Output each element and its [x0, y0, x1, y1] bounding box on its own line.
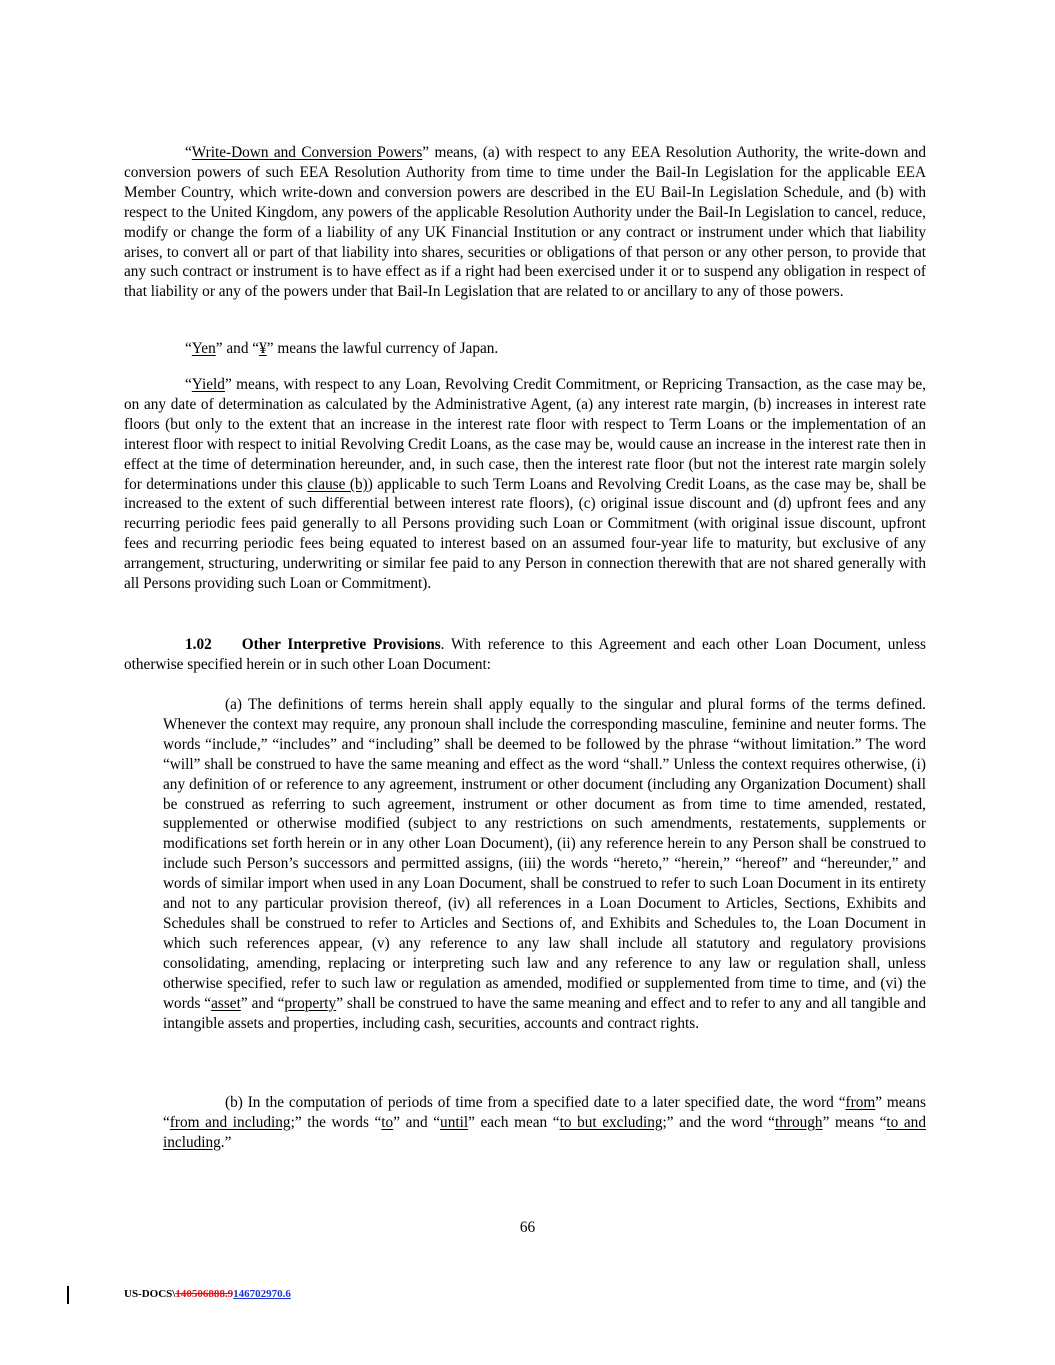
term-from: from [845, 1094, 876, 1111]
subsection-b-lead: (b) In the computation of periods of time from a specified date to a later specified date, the word “ [225, 1094, 846, 1111]
definition-text: ” means, (a) with respect to any EEA Resolution Authority, the write-down and conversion powers of such EEA Resolution Authority from time to time under the Bail-In Legislation for the applicable EEA Member Country, which write-down and conversion powers are described in the EU Bail-In Legislation Schedule, and (b) with respect to the United Kingdom, any powers of the applicable Resolution Authority under the Bail-In Legislation to cancel, reduce, modify or change the form of a liability of any UK Financial Institution or any contract or instrument under which that liability arises, to convert all or part of that liability into shares, securities or obligations of that person or any other person, to provide that any such contract or instrument is to have effect as if a right had been exercised under it or to suspend any obligation in respect of that liability or any of the powers under that Bail-In Legislation that are related to or ancillary to any of those powers. [124, 144, 926, 301]
footer-deleted-id: 140506888.9 [175, 1288, 234, 1300]
subsection-b [163, 1093, 926, 1153]
subsection-a [163, 695, 926, 1033]
subsection-a-text: (a) The definitions of terms herein shall apply equally to the singular and plural forms of the terms defined. Whenever the context may require, any pronoun shall include the corresponding masculine, feminine and neuter forms. The words “include,” “includes” and “including” shall be deemed to be followed by the phrase “without limitation.” The word “will” shall be construed to have the same meaning and effect as the word “shall.” Unless the context requires otherwise, (i) any definition of or reference to any agreement, instrument or other document (including any Organization Document) shall be construed as referring to such agreement, instrument or other document as from time to time amended, restated, supplemented or otherwise modified (subject to any restrictions on such amendments, restatements, supplements or modifications set forth herein or in any other Loan Document), (ii) any reference herein to any Person shall be construed to include such Person’s successors and permitted assigns, (iii) the words “hereto,” “herein,” “hereof” and “hereunder,” and words of similar import when used in any Loan Document, shall be construed to refer to such Loan Document in its entirety and not to any particular provision thereof, (iv) all references in a Loan Document to Articles, Sections, Exhibits and Schedules shall be construed to refer to Articles and Sections of, and Exhibits and Schedules to, the Loan Document in which such references appear, (v) any reference to any law shall include all statutory and regulatory provisions consolidating, amending, replacing or interpreting such law and any reference to any law or regulation shall, unless otherwise specified, refer to such law or regulation as amended, modified or supplemented from time to time, and (vi) the words “ [163, 696, 926, 1012]
term-from-and-including: from and including [169, 1113, 291, 1131]
change-bar [67, 1286, 69, 1304]
connector: ” and “ [240, 994, 285, 1012]
connector: ” each mean “ [468, 1113, 560, 1131]
defined-term-write-down: Write-Down and Conversion Powers [191, 144, 423, 161]
term-to: to [381, 1113, 394, 1131]
definition-text: ” means the lawful currency of Japan. [266, 340, 499, 357]
quote-mark: “ [185, 376, 192, 393]
document-footer-id [124, 1288, 291, 1300]
connector: .” [220, 1133, 232, 1151]
definition-text-continued: ) applicable to such Term Loans and Revolving Credit Loans, as the case may be, shall be increased to the extent of such differential between interest rate floors), (c) original issue discount and (d) upfront fees and any recurring periodic fees paid generally to all Persons providing such Loan or Commitment (with original issue discount, upfront fees and recurring periodic fees being equated to interest based on an assumed four-year life to maturity, but exclusive of any arrangement, structuring, underwriting or similar fee paid to any Person in connection therewith that are not shared generally with all Persons providing such Loan or Commitment). [124, 475, 926, 593]
connector: ” and “ [393, 1113, 441, 1131]
defined-term-yen-symbol: ¥ [259, 340, 267, 357]
defined-term-yen: Yen [191, 340, 216, 357]
section-intro: . With reference to this Agreement and each other Loan Document, unless otherwise specified herein or in such other Loan Document: [124, 636, 926, 673]
page-number: 66 [519, 1219, 536, 1236]
subsection-a-tail: ” shall be construed to have the same meaning and effect and to refer to any and all tangible and intangible assets and properties, including cash, securities, accounts and contract rights. [163, 994, 926, 1032]
definition-yield [124, 375, 926, 594]
definition-text: ” means, with respect to any Loan, Revolving Credit Commitment, or Repricing Transaction, as the case may be, on any date of determination as calculated by the Administrative Agent, (a) any interest rate margin, (b) increases in interest rate floors (but only to the extent that an increase in the interest rate floor with respect to Term Loans or the implementation of an interest floor with respect to initial Revolving Credit Loans, as the case may be, would cause an increase in the interest rate then in effect at the time of determination hereunder, and, in such case, then the interest rate floor (but not the interest rate margin solely for determinations under this [124, 376, 926, 493]
section-title: Other Interpretive Provisions [241, 636, 441, 653]
defined-term-asset: asset [211, 994, 241, 1012]
term-to-but-excluding: to but excluding [559, 1113, 663, 1131]
defined-term-yield: Yield [191, 376, 225, 393]
term-until: until [440, 1113, 469, 1131]
clause-reference: clause (b) [307, 475, 368, 493]
footer-inserted-id: 146702970.6 [233, 1288, 291, 1300]
section-1-02 [124, 635, 926, 675]
connector: ” means “ [822, 1113, 887, 1131]
term-to-and-including: to and including [163, 1113, 926, 1151]
connector: ;” and the word “ [662, 1113, 775, 1131]
definition-connector: ” and “ [215, 340, 260, 357]
footer-prefix: US-DOCS\ [124, 1288, 176, 1300]
connector: ” means “ [163, 1094, 926, 1131]
defined-term-property: property [284, 994, 337, 1012]
section-number: 1.02 [185, 636, 212, 653]
quote-mark: “ [185, 340, 192, 357]
definition-write-down-conversion-powers [124, 143, 926, 302]
definition-yen [124, 339, 926, 359]
term-through: through [774, 1113, 823, 1131]
quote-mark: “ [185, 144, 192, 161]
connector: ;” the words “ [290, 1113, 382, 1131]
